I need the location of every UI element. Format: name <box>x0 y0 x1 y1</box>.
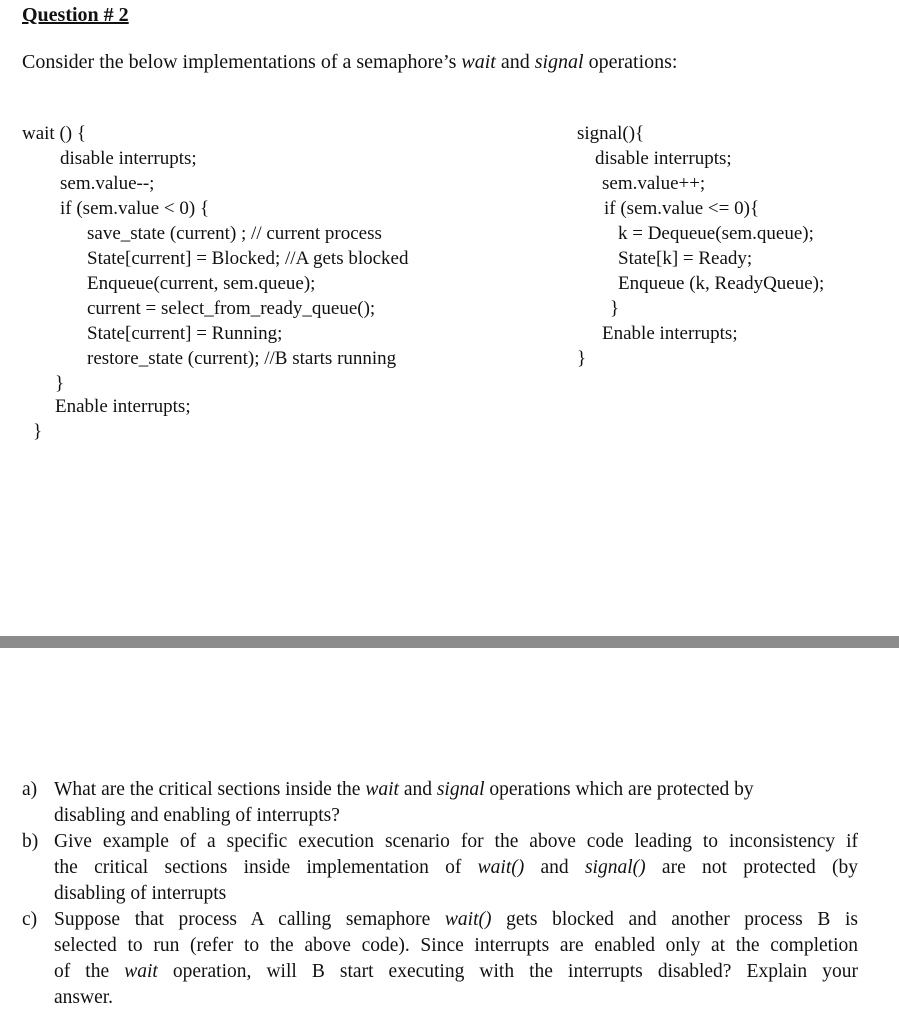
qb-text: and <box>524 857 585 878</box>
wait-code-line: restore_state (current); //B starts running <box>87 348 397 369</box>
signal-code-line: if (sem.value <= 0){ <box>604 198 760 219</box>
qa-text: What are the critical sections inside the <box>54 779 366 800</box>
qa-signal: signal <box>436 779 485 800</box>
intro-mid: and <box>495 51 535 73</box>
signal-code-line: } <box>577 348 587 369</box>
wait-code-line: if (sem.value < 0) { <box>60 198 210 219</box>
signal-code-line: k = Dequeue(sem.queue); <box>618 223 814 244</box>
qb-text: disabling of interrupts <box>54 883 227 904</box>
wait-code-line: save_state (current) ; // current process <box>87 223 382 244</box>
question-c-label: c) <box>22 909 38 930</box>
qc-text: operation, will B start executing with the interrupts disabled? Explain your <box>157 961 858 982</box>
wait-code-line: disable interrupts; <box>60 148 197 169</box>
wait-code-line: current = select_from_ready_queue(); <box>87 298 376 319</box>
wait-code-line: wait () { <box>22 123 86 144</box>
wait-code-line: } <box>33 421 43 442</box>
qc-text: gets blocked and another process B is <box>491 909 858 930</box>
signal-code-line: signal(){ <box>577 123 645 144</box>
signal-code-line: sem.value++; <box>602 173 706 194</box>
question-title: Question # 2 <box>22 4 129 26</box>
qc-text: selected to run (refer to the above code). Since interrupts are enabled only at the completion <box>54 935 858 956</box>
intro-after: operations: <box>583 51 678 73</box>
intro-signal: signal <box>534 51 584 73</box>
qc-text: of the <box>54 961 125 982</box>
intro-before: Consider the below implementations of a semaphore’s <box>22 51 462 73</box>
qc-text: Suppose that process A calling semaphore <box>54 909 445 930</box>
qb-wait: wait() <box>477 857 525 878</box>
question-b-label: b) <box>22 831 39 852</box>
signal-code-line: } <box>610 298 620 319</box>
qb-signal: signal() <box>584 857 646 878</box>
intro-text <box>22 51 677 74</box>
qc-text: answer. <box>54 987 114 1008</box>
signal-code-line: Enable interrupts; <box>602 323 738 344</box>
question-a-label: a) <box>22 779 38 800</box>
qa-text: and <box>398 779 437 800</box>
qb-text: Give example of a specific execution scenario for the above code leading to inconsistency if <box>54 831 858 852</box>
page-divider <box>0 636 899 648</box>
wait-code-line: Enable interrupts; <box>55 396 191 417</box>
qc-wait: wait() <box>444 909 492 930</box>
qb-text: are not protected (by <box>645 857 859 878</box>
wait-code-line: } <box>55 373 65 394</box>
wait-code-line: State[current] = Running; <box>87 323 283 344</box>
qc-wait: wait <box>124 961 158 982</box>
signal-code-line: State[k] = Ready; <box>618 248 753 269</box>
wait-code-line: Enqueue(current, sem.queue); <box>87 273 316 294</box>
intro-wait: wait <box>461 51 496 73</box>
qa-wait: wait <box>365 779 399 800</box>
qa-text: disabling and enabling of interrupts? <box>54 805 340 826</box>
qa-text: operations which are protected by <box>484 779 754 800</box>
signal-code-line: disable interrupts; <box>595 148 732 169</box>
wait-code-line: sem.value--; <box>60 173 155 194</box>
signal-code-line: Enqueue (k, ReadyQueue); <box>618 273 825 294</box>
wait-code-line: State[current] = Blocked; //A gets blocked <box>87 248 409 269</box>
qb-text: the critical sections inside implementation of <box>54 857 478 878</box>
